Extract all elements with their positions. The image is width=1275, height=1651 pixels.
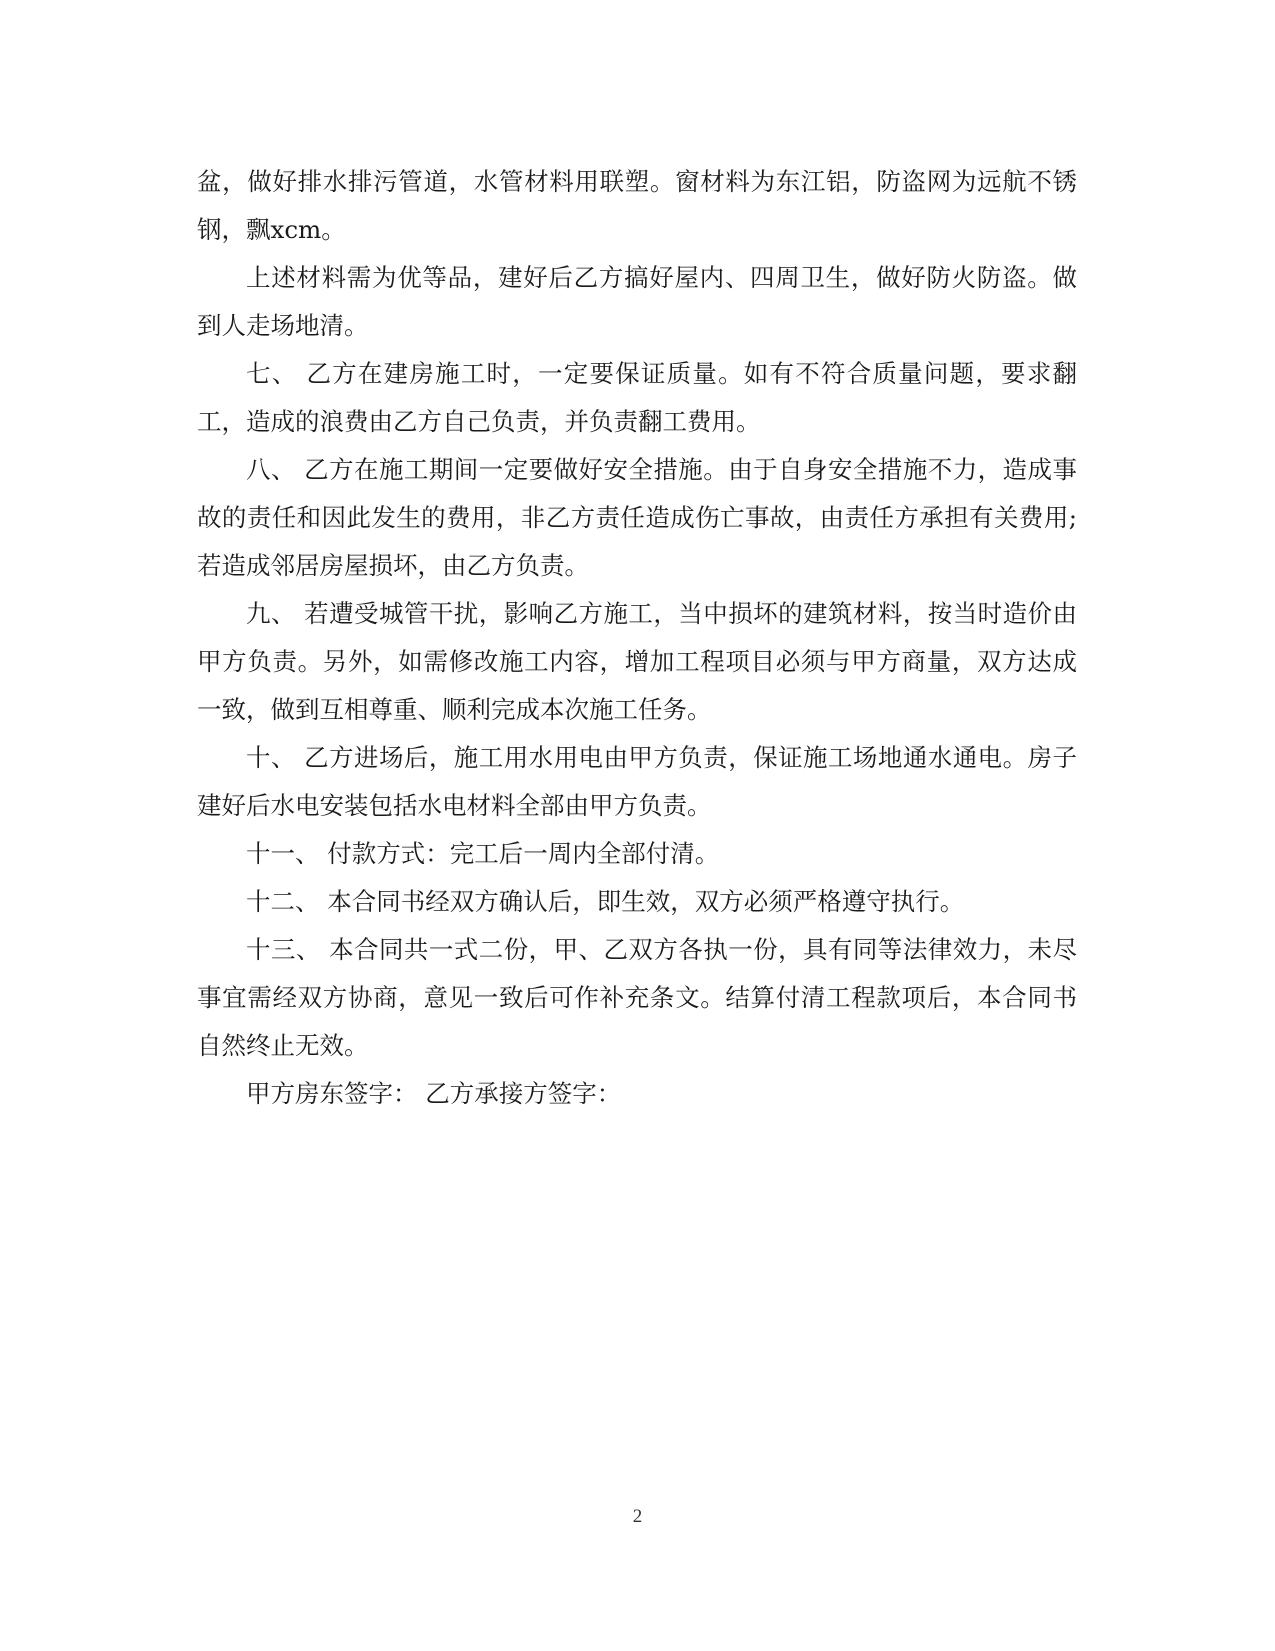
clause-8-safety: 八、 乙方在施工期间一定要做好安全措施。由于自身安全措施不力，造成事故的责任和因此发生的费用，非乙方责任造成伤亡事故，由责任方承担有关费用;若造成邻居房屋损坏，由乙方负责。 [197,455,1077,580]
contract-body [197,158,1077,1118]
clause-13-copies: 十三、 本合同共一式二份，甲、乙双方各执一份，具有同等法律效力，未尽事宜需经双方协商，意见一致后可作补充条文。结算付清工程款项后，本合同书自然终止无效。 [197,935,1077,1060]
clause-11-payment: 十一、 付款方式：完工后一周内全部付清。 [246,839,720,868]
clause-10-utilities: 十、 乙方进场后，施工用水用电由甲方负责，保证施工场地通水通电。房子建好后水电安装包括水电材料全部由甲方负责。 [197,743,1077,820]
paragraph-materials-continued: 盆，做好排水排污管道，水管材料用联塑。窗材料为东江铝，防盗网为远航不锈钢，飘xcm。 [197,167,1077,244]
clause-9-interference: 九、 若遭受城管干扰，影响乙方施工，当中损坏的建筑材料，按当时造价由甲方负责。另外，如需修改施工内容，增加工程项目必须与甲方商量，双方达成一致，做到互相尊重、顺利完成本次施工任务。 [197,599,1077,724]
clause-7-quality: 七、 乙方在建房施工时，一定要保证质量。如有不符合质量问题，要求翻工，造成的浪费由乙方自己负责，并负责翻工费用。 [197,359,1077,436]
clause-12-effective: 十二、 本合同书经双方确认后，即生效，双方必须严格遵守执行。 [246,887,965,916]
paragraph-material-quality: 上述材料需为优等品，建好后乙方搞好屋内、四周卫生，做好防火防盗。做到人走场地清。 [197,263,1077,340]
page-number: 2 [632,1506,643,1527]
signature-line: 甲方房东签字： 乙方承接方签字： [246,1079,622,1108]
